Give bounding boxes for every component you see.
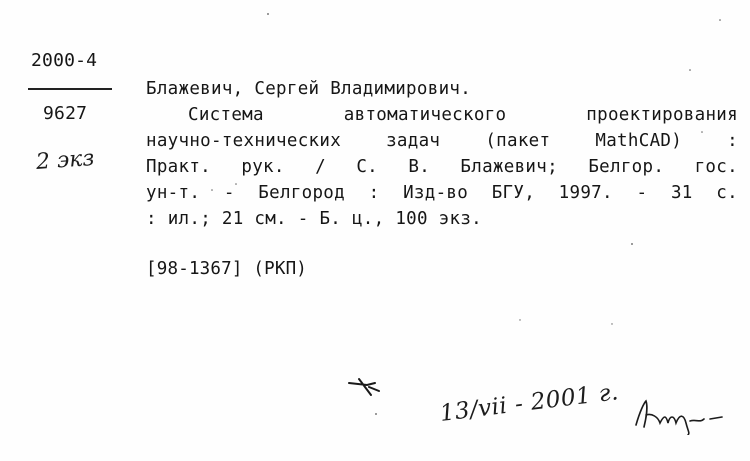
entry-line-publication <box>146 180 738 206</box>
entry-word: - <box>297 209 309 229</box>
entry-word: : <box>146 209 157 229</box>
entry-word: 21 <box>221 209 244 229</box>
entry-word: 1997. <box>558 183 613 203</box>
entry-word: рук. <box>241 157 285 177</box>
shelf-mark: 2000-4 <box>31 50 98 71</box>
entry-word: ц., <box>351 209 385 229</box>
entry-word: Белгород <box>258 183 345 203</box>
entry-word: Б. <box>319 209 342 229</box>
entry-word: Изд-во <box>403 183 469 203</box>
entry-word: - <box>636 183 648 203</box>
entry-line-title-2 <box>146 128 738 154</box>
entry-word: : <box>368 183 380 203</box>
entry-word: 100 <box>395 209 428 229</box>
bibliographic-entry <box>146 76 738 232</box>
copies-handwritten-note: 2 экз <box>35 145 96 175</box>
entry-word: Блажевич; <box>460 157 558 177</box>
entry-word: : <box>727 131 738 151</box>
entry-line-physical <box>146 206 738 232</box>
entry-word: MathCAD) <box>595 131 683 151</box>
entry-word: Практ. <box>146 157 212 177</box>
handwritten-signature <box>630 393 726 435</box>
shelf-mark-divider <box>28 88 112 90</box>
entry-word: с. <box>716 183 738 203</box>
record-code: [98-1367] (РКП) <box>146 259 308 279</box>
entry-line-responsibility <box>146 154 738 180</box>
entry-word: автоматического <box>343 105 507 125</box>
entry-word: Белгор. <box>588 157 665 177</box>
pen-mark-icon <box>345 375 385 399</box>
entry-word: ил.; <box>167 209 212 229</box>
entry-line-title-1 <box>146 102 738 128</box>
entry-word: см. <box>254 209 287 229</box>
entry-word: / <box>315 157 326 177</box>
entry-word: С. <box>356 157 378 177</box>
entry-word: - <box>223 183 235 203</box>
entry-word: Система <box>188 105 264 125</box>
entry-word: ун-т. <box>146 183 201 203</box>
entry-word: БГУ, <box>491 183 536 203</box>
handwritten-date-note: 13/vii - 2001 г. <box>438 379 621 427</box>
author-heading: Блажевич, Сергей Владимирович. <box>146 79 472 99</box>
entry-word: научно-технических <box>146 131 342 151</box>
entry-word: задач <box>386 131 441 151</box>
entry-line-author <box>146 76 738 102</box>
entry-word: экз. <box>438 209 483 229</box>
entry-word: В. <box>408 157 431 177</box>
entry-word: 31 <box>670 183 693 203</box>
entry-word: проектирования <box>586 105 738 125</box>
inventory-number: 9627 <box>43 103 88 124</box>
entry-word: гос. <box>694 157 738 177</box>
entry-word: (пакет <box>485 131 551 151</box>
